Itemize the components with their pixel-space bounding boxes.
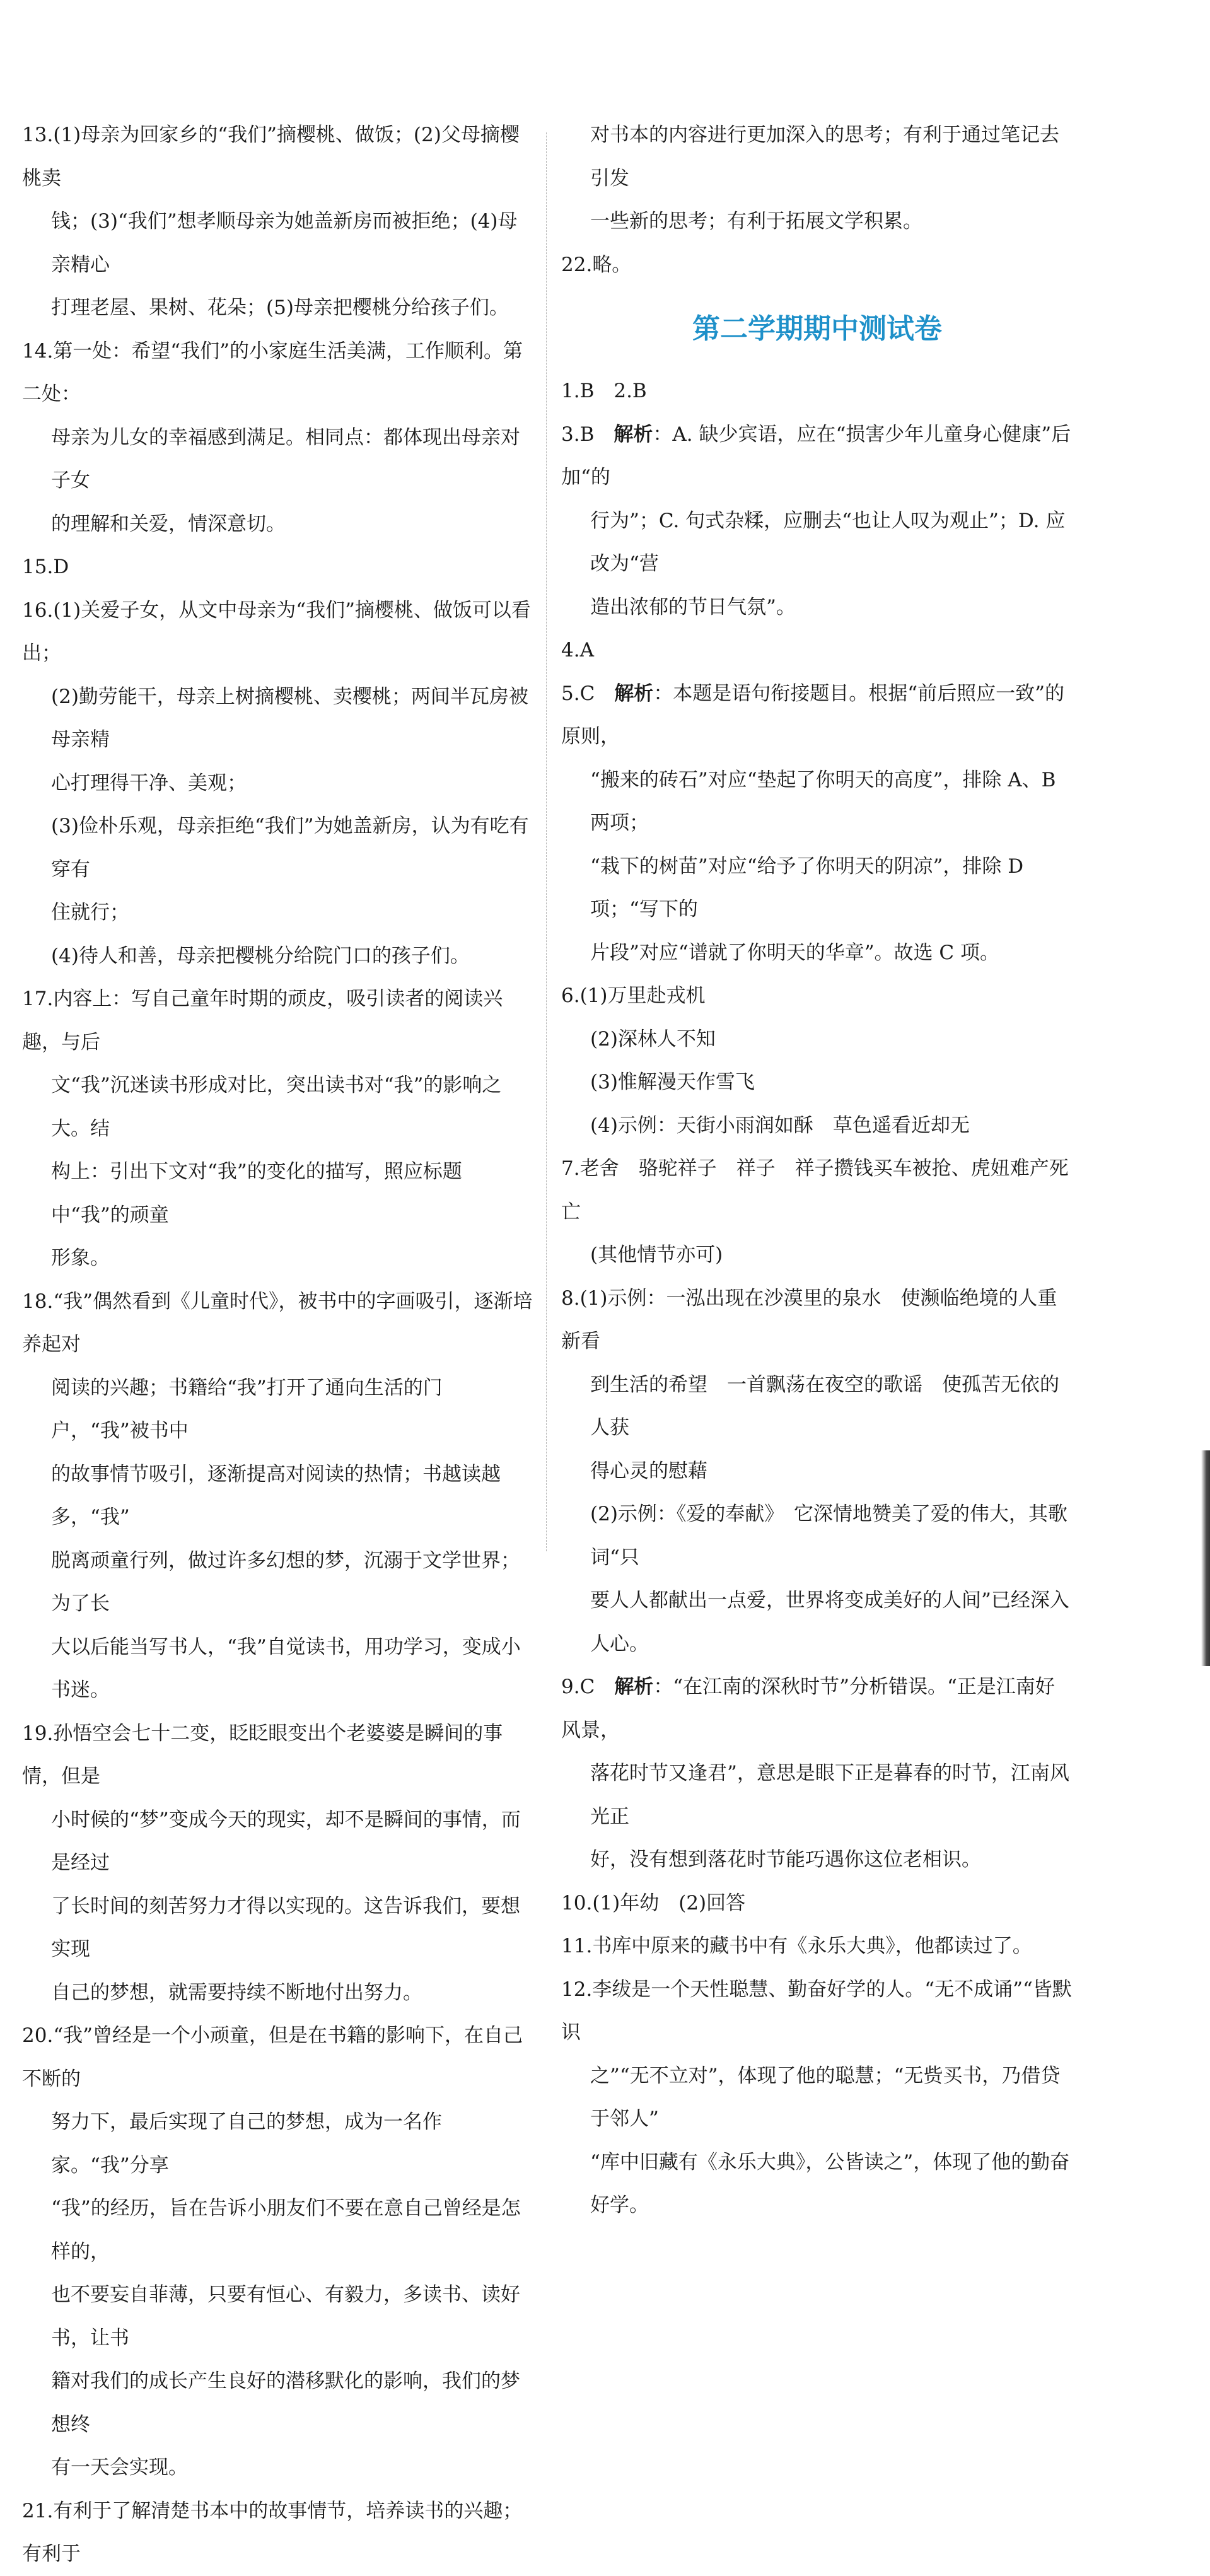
question-number: 5.	[561, 682, 580, 705]
scan-edge-shadow	[1201, 1450, 1210, 1666]
analysis-label: 解析	[614, 682, 654, 705]
answer-line: 落花时节又逢君”，意思是眼下正是暮春的时节，江南风光正	[590, 1762, 1069, 1828]
answer-line: (3)惟解漫天作雪飞	[590, 1071, 755, 1093]
answer-line: 的故事情节吸引，逐渐提高对阅读的热情；书越读越多，“我”	[51, 1462, 501, 1529]
answer-line: 11.书库中原来的藏书中有《永乐大典》，他都读过了。	[561, 1935, 1032, 1957]
right-column	[561, 114, 1073, 2227]
answer-line: 之”“无不立对”，体现了他的聪慧；“无赀买书，乃借贷于邻人”	[590, 2064, 1061, 2130]
answer-line: (2)勤劳能干，母亲上树摘樱桃、卖樱桃；两间半瓦房被母亲精	[51, 685, 528, 751]
section-title: 第二学期期中测试卷	[692, 313, 942, 345]
question-number: 17.	[22, 988, 54, 1010]
answer-item	[561, 370, 1073, 413]
answer-line: 要人人都献出一点爱，世界将变成美好的人间”已经深入人心。	[590, 1589, 1069, 1655]
answer-line: 1.B 2.B	[561, 380, 647, 402]
answer-line: 努力下，最后实现了自己的梦想，成为一名作家。“我”分享	[51, 2111, 442, 2177]
answer-line: 阅读的兴趣；书籍给“我”打开了通向生活的门户，“我”被书中	[51, 1376, 443, 1442]
question-number: 22.	[561, 253, 593, 276]
question-number: 20.	[22, 2024, 54, 2047]
question-number: 9.	[561, 1676, 580, 1698]
answer-line: 脱离顽童行列，做过许多幻想的梦，沉溺于文学世界；为了长	[51, 1549, 520, 1615]
answer-item	[22, 2014, 533, 2490]
answer-item	[561, 413, 1073, 629]
left-column	[22, 114, 533, 2576]
right-column-answers	[561, 370, 1073, 2227]
answer-item	[22, 330, 533, 546]
answer-line: 片段”对应“谱就了你明天的华章”。故选 C 项。	[590, 941, 999, 964]
answer-line: 打理老屋、果树、花朵；(5)母亲把樱桃分给孩子们。	[51, 296, 509, 319]
answer-item	[561, 1882, 1073, 1925]
answer-line: 心打理得干净、美观；	[51, 771, 247, 795]
answer-item	[561, 672, 1073, 975]
answer-item	[22, 589, 533, 978]
answer-line: 15.D	[22, 556, 69, 578]
answer-line: 文“我”沉迷读书形成对比，突出读书对“我”的影响之大。结	[51, 1074, 502, 1140]
answer-line: “栽下的树苗”对应“给予了你明天的阴凉”，排除 D 项；“写下的	[590, 854, 1024, 921]
answer-line: 对书本的内容进行更加深入的思考；有利于通过笔记去引发	[590, 124, 1059, 190]
answer-line: 了长时间的刻苦努力才得以实现的。这告诉我们，要想实现	[51, 1894, 520, 1961]
answer-line: 大以后能当写书人，“我”自觉读书，用功学习，变成小书迷。	[51, 1635, 521, 1701]
answer-line: 9.C 解析：“在江南的深秋时节”分析错误。“正是江南好风景，	[561, 1676, 1055, 1742]
answer-line: 7.老舍 骆驼祥子 祥子 祥子攒钱买车被抢、虎妞难产死亡	[561, 1157, 1069, 1223]
answer-item	[561, 1925, 1073, 1968]
answer-item	[561, 629, 1073, 672]
answer-line: 12.李绂是一个天性聪慧、勤奋好学的人。“无不成诵”“皆默识	[561, 1978, 1072, 2044]
answer-line: 形象。	[51, 1247, 110, 1269]
question-number: 7.	[561, 1157, 580, 1180]
question-number: 15.	[22, 556, 54, 578]
answer-line: 8.(1)示例：一泓出现在沙漠里的泉水 使濒临绝境的人重新看	[561, 1286, 1057, 1353]
question-number: 21.	[22, 2499, 54, 2522]
question-number: 8.	[561, 1286, 580, 1310]
answer-line: 好，没有想到落花时节能巧遇你这位老相识。	[590, 1848, 981, 1871]
question-number: 11.	[561, 1935, 593, 1957]
answer-line: 10.(1)年幼 (2)回答	[561, 1891, 746, 1915]
analysis-label: 解析	[614, 423, 653, 446]
answer-line: 造出浓郁的节日气氛”。	[590, 595, 796, 619]
answer-line: 一些新的思考；有利于拓展文学积累。	[590, 210, 922, 233]
answer-item	[561, 243, 1073, 287]
answer-line: “库中旧藏有《永乐大典》，公皆读之”，体现了他的勤奋好学。	[590, 2150, 1070, 2217]
answer-line: “搬来的砖石”对应“垫起了你明天的高度”，排除 A、B 两项；	[590, 768, 1056, 834]
answer-line: 5.C 解析：本题是语句衔接题目。根据“前后照应一致”的原则，	[561, 682, 1065, 748]
answer-item	[22, 1712, 533, 2015]
question-number: 4.	[561, 639, 580, 661]
answer-line: (2)示例：《爱的奉献》 它深情地赞美了爱的伟大，其歌词“只	[590, 1503, 1067, 1569]
answer-line: (2)深林人不知	[590, 1027, 716, 1051]
answer-line: 籍对我们的成长产生良好的潜移默化的影响，我们的梦想终	[51, 2370, 520, 2436]
answer-line: 行为”；C. 句式杂糅，应删去“也让人叹为观止”；D. 应改为“营	[590, 509, 1066, 575]
answer-line: 14.第一处：希望“我们”的小家庭生活美满，工作顺利。第二处：	[22, 339, 523, 405]
answer-line: 住就行；	[51, 901, 129, 924]
question-number: 1.	[561, 380, 580, 402]
answer-item	[561, 1968, 1073, 2227]
answer-item	[561, 114, 1073, 243]
column-divider	[546, 132, 547, 1551]
answer-line: 20.“我”曾经是一个小顽童，但是在书籍的影响下，在自己不断的	[22, 2024, 523, 2090]
answer-line: 也不要妄自菲薄，只要有恒心、有毅力，多读书、读好书，让书	[51, 2283, 520, 2350]
answer-line: 18.“我”偶然看到《儿童时代》，被书中的字画吸引，逐渐培养起对	[22, 1290, 533, 1356]
answer-line: 17.内容上：写自己童年时期的顽皮，吸引读者的阅读兴趣，与后	[22, 988, 503, 1054]
answer-line: 母亲为儿女的幸福感到满足。相同点：都体现出母亲对子女	[51, 426, 520, 492]
answer-item	[22, 1280, 533, 1712]
question-number: 18.	[22, 1290, 54, 1313]
question-number: 12.	[561, 1978, 593, 2001]
answer-line: 22.略。	[561, 253, 632, 276]
question-number: 3.	[561, 423, 580, 446]
answer-item	[22, 545, 533, 589]
question-number: 19.	[22, 1722, 54, 1745]
answer-line: “我”的经历，旨在告诉小朋友们不要在意自己曾经是怎样的，	[51, 2197, 521, 2263]
answer-line: (其他情节亦可)	[590, 1244, 723, 1266]
answer-line: 得心灵的慰藉	[590, 1459, 707, 1483]
question-number: 14.	[22, 339, 54, 363]
answer-line: 的理解和关爱，情深意切。	[51, 512, 286, 535]
answer-line: 13.(1)母亲为回家乡的“我们”摘樱桃、做饭；(2)父母摘樱桃卖	[22, 124, 520, 190]
answer-line: 4.A	[561, 639, 594, 661]
answer-line: (4)待人和善，母亲把樱桃分给院门口的孩子们。	[51, 944, 470, 967]
answer-item	[561, 1665, 1073, 1882]
answer-line: 钱；(3)“我们”想孝顺母亲为她盖新房而被拒绝；(4)母亲精心	[51, 210, 518, 276]
answer-item	[22, 2490, 533, 2576]
answer-item	[561, 974, 1073, 1147]
answer-line: 自己的梦想，就需要持续不断地付出努力。	[51, 1981, 422, 2004]
answer-line: 6.(1)万里赴戎机	[561, 984, 706, 1007]
answer-line: 3.B 解析：A. 缺少宾语，应在“损害少年儿童身心健康”后加“的	[561, 423, 1071, 489]
answer-line: 构上：引出下文对“我”的变化的描写，照应标题中“我”的顽童	[51, 1160, 462, 1227]
answer-line: 19.孙悟空会七十二变，眨眨眼变出个老婆婆是瞬间的事情，但是	[22, 1722, 503, 1788]
answer-line: 16.(1)关爱子女，从文中母亲为“我们”摘樱桃、做饭可以看出；	[22, 598, 531, 665]
answer-line: (3)俭朴乐观，母亲拒绝“我们”为她盖新房，认为有吃有穿有	[51, 815, 529, 881]
analysis-label: 解析	[614, 1676, 654, 1698]
answer-line: (4)示例：天街小雨润如酥 草色遥看近却无	[590, 1114, 970, 1137]
answer-item	[561, 1277, 1073, 1666]
answer-item	[22, 114, 533, 330]
question-number: 10.	[561, 1891, 593, 1915]
right-column-continued-answers	[561, 114, 1073, 286]
answer-line: 有一天会实现。	[51, 2456, 188, 2479]
question-number: 6.	[561, 984, 580, 1007]
question-number: 16.	[22, 598, 54, 622]
answer-line: 到生活的希望 一首飘荡在夜空的歌谣 使孤苦无依的人获	[590, 1373, 1059, 1439]
answer-line: 小时候的“梦”变成今天的现实，却不是瞬间的事情，而是经过	[51, 1808, 521, 1874]
question-number: 13.	[22, 124, 54, 146]
answer-line: 21.有利于了解清楚书本中的故事情节，培养读书的兴趣；有利于	[22, 2499, 523, 2565]
answer-item	[561, 1147, 1073, 1277]
answer-item	[22, 977, 533, 1280]
